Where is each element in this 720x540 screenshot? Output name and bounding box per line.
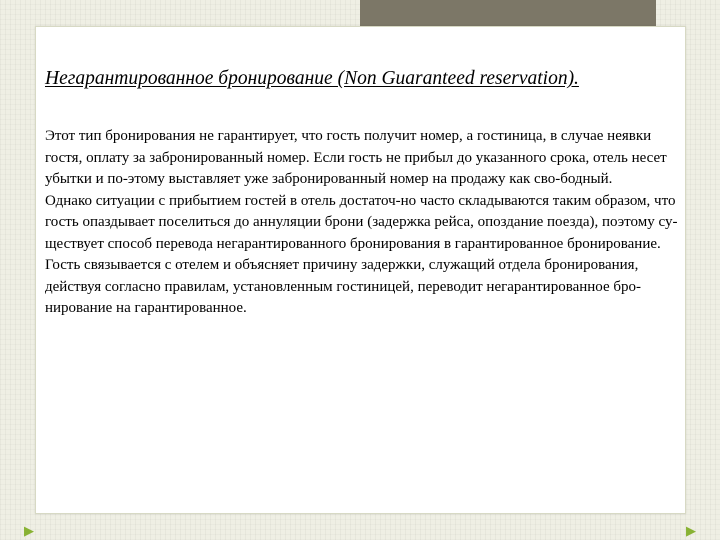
green-arrow-icon-left: ▶ (24, 524, 34, 539)
paragraph-2: Однако ситуации с прибытием гостей в отель достаточ-но часто складываются таким образом, что гость опаздывает поселиться до аннуляции брони (задержка рейса, опоздание поезда), поэтому су-ществует способ перевода негарантированного бронирования в гарантированное бронирование. Гость связывается с отелем и объясняет причину задержки, служащий отдела бронирования, действуя согласно правилам, установленным гостиницей, переводит негарантированное бро-нирование на гарантированное. (45, 192, 678, 316)
content-card (35, 26, 686, 514)
slide-body (45, 126, 690, 320)
green-arrow-icon-right: ▶ (686, 524, 696, 539)
paragraph-1: Этот тип бронирования не гарантирует, что гость получит номер, а гостиница, в случае неявки гостя, оплату за забронированный номер. Если гость не прибыл до указанного срока, отель несет убытки и по-этому выставляет уже забронированный номер на продажу как сво-бодный. (45, 128, 667, 187)
slide-title: Негарантированное бронирование (Non Guaranteed reservation). (45, 68, 579, 89)
